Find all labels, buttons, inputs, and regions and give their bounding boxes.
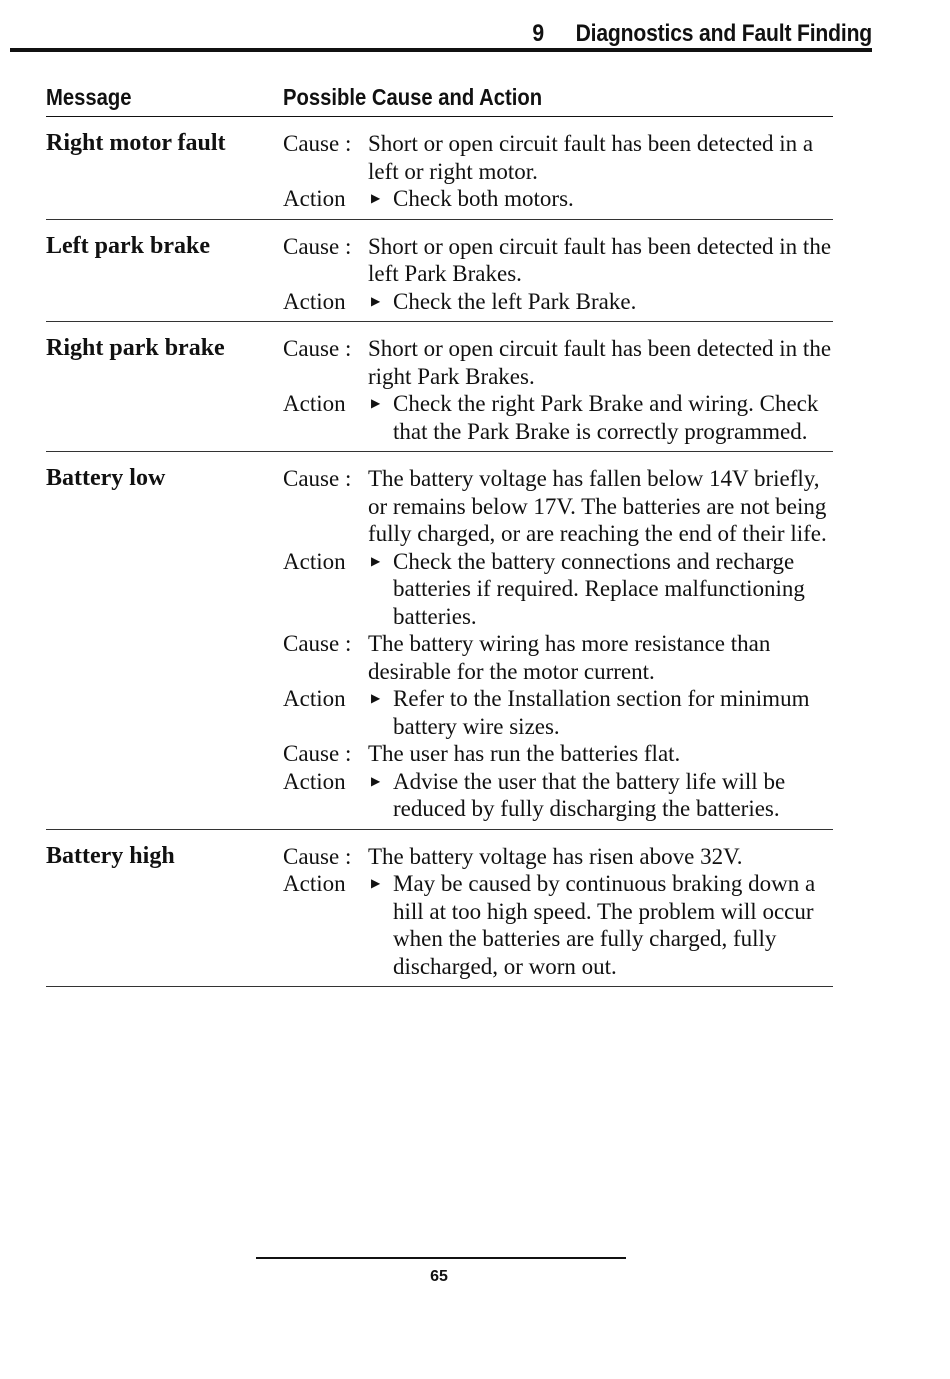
header-rule xyxy=(10,48,872,52)
action-entry xyxy=(46,390,833,445)
fault-message: Left park brake xyxy=(46,232,210,259)
fault-message: Right park brake xyxy=(46,335,225,361)
fault-table xyxy=(46,117,833,987)
cause-label: Cause : xyxy=(283,131,352,156)
cause-label: Cause : xyxy=(283,843,352,869)
cause-label: Cause : xyxy=(283,631,352,656)
fault-message: Right motor fault xyxy=(46,130,226,156)
chapter-title: Diagnostics and Fault Finding xyxy=(575,20,872,47)
cause-text: The user has run the batteries flat. xyxy=(368,741,681,766)
bullet-arrow-icon: ▶ xyxy=(371,191,381,205)
fault-message: Battery low xyxy=(46,465,166,491)
action-text: Check the right Park Brake and wiring. Check that the Park Brake is correctly programmed. xyxy=(393,391,819,444)
action-label: Action xyxy=(283,768,346,794)
action-entry xyxy=(46,548,833,631)
cause-entry xyxy=(46,740,833,768)
cause-text: Short or open circuit fault has been detected in the left Park Brakes. xyxy=(368,233,832,286)
bullet-arrow-icon: ▶ xyxy=(371,773,381,788)
action-label: Action xyxy=(283,186,346,211)
action-text: Check the left Park Brake. xyxy=(393,288,637,314)
bullet-arrow-icon: ▶ xyxy=(371,396,381,410)
chapter-number: 9 xyxy=(532,20,544,47)
cause-label: Cause : xyxy=(283,466,352,491)
fault-message: Battery high xyxy=(46,842,175,869)
table-row xyxy=(46,322,833,452)
action-label: Action xyxy=(283,686,346,711)
cause-entry xyxy=(46,233,833,288)
bullet-arrow-icon: ▶ xyxy=(371,553,381,568)
action-label: Action xyxy=(283,288,346,314)
action-text: May be caused by continuous braking down a hill at too high speed. The problem will occur when the batteries are fully charged, fully discharged, or worn out. xyxy=(393,871,816,979)
cause-text: The battery voltage has risen above 32V. xyxy=(368,843,743,869)
cause-entry xyxy=(46,465,833,548)
cause-text: The battery wiring has more resistance than desirable for the motor current. xyxy=(368,631,771,684)
cause-label: Cause : xyxy=(283,336,352,361)
cause-label: Cause : xyxy=(283,741,352,766)
footer-rule xyxy=(256,1257,626,1259)
table-row xyxy=(46,830,833,988)
action-text: Check the battery connections and recharge batteries if required. Replace malfunctioning batteries. xyxy=(393,548,805,629)
action-label: Action xyxy=(283,391,346,416)
table-row xyxy=(46,220,833,323)
cause-entry xyxy=(46,130,833,185)
cause-entry xyxy=(46,843,833,871)
action-entry xyxy=(46,185,833,213)
action-label: Action xyxy=(283,871,346,896)
page-number: 65 xyxy=(430,1268,448,1285)
table-row xyxy=(46,117,833,220)
chapter-heading xyxy=(532,20,872,48)
cause-label: Cause : xyxy=(283,233,352,259)
column-header-message: Message xyxy=(46,84,132,110)
bullet-arrow-icon: ▶ xyxy=(371,691,381,705)
action-entry xyxy=(46,288,833,316)
action-entry xyxy=(46,768,833,823)
bullet-arrow-icon: ▶ xyxy=(371,876,381,890)
cause-entry xyxy=(46,630,833,685)
bullet-arrow-icon: ▶ xyxy=(371,293,381,308)
table-row xyxy=(46,452,833,830)
action-text: Advise the user that the battery life will be reduced by fully discharging the batteries. xyxy=(393,768,786,821)
cause-text: Short or open circuit fault has been detected in a left or right motor. xyxy=(368,131,814,184)
action-label: Action xyxy=(283,548,346,574)
action-entry xyxy=(46,685,833,740)
action-text: Refer to the Installation section for minimum battery wire sizes. xyxy=(393,686,810,739)
action-text: Check both motors. xyxy=(393,186,574,211)
cause-entry xyxy=(46,335,833,390)
cause-text: The battery voltage has fallen below 14V briefly, or remains below 17V. The batteries are not being fully charged, or are reaching the end of their life. xyxy=(368,466,827,546)
action-entry xyxy=(46,870,833,980)
column-header-cause-action: Possible Cause and Action xyxy=(283,84,543,110)
cause-text: Short or open circuit fault has been detected in the right Park Brakes. xyxy=(368,336,832,389)
page-header xyxy=(10,14,872,52)
